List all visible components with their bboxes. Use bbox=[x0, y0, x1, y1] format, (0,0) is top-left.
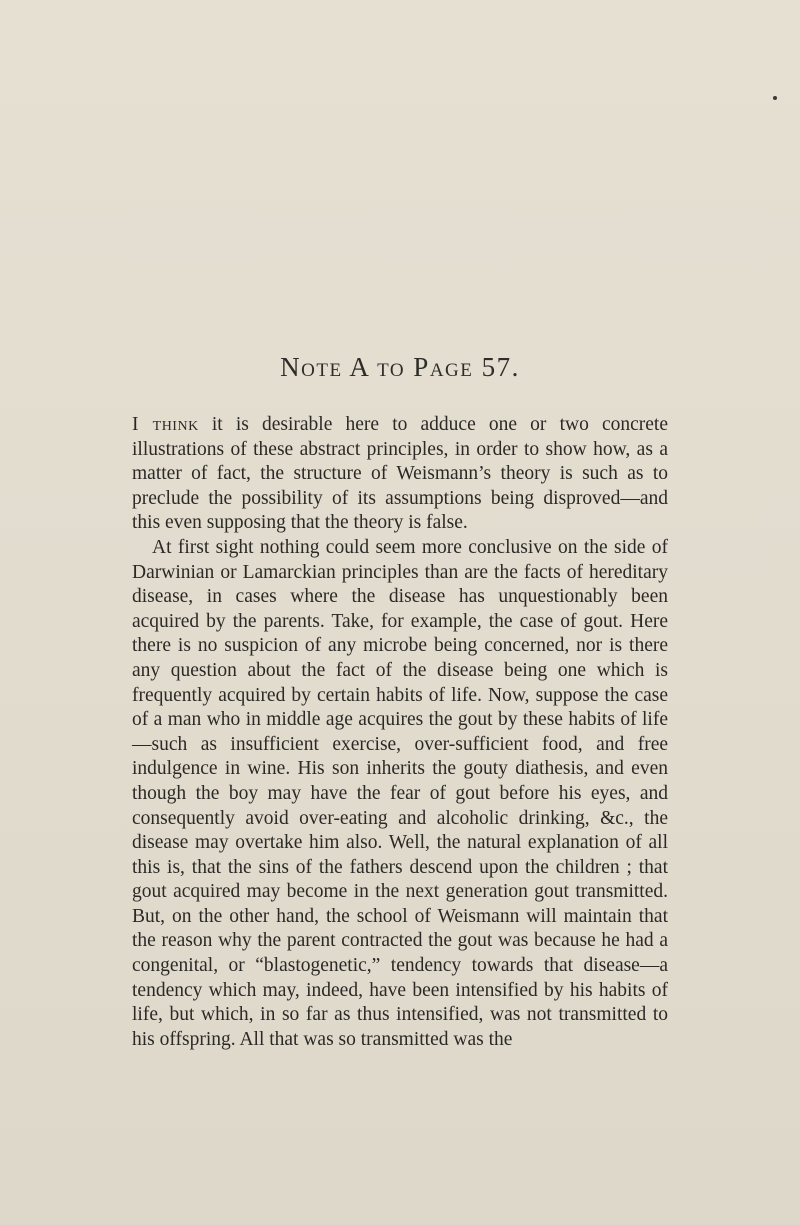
ink-speck bbox=[773, 96, 777, 100]
page-heading: Note A to Page 57. bbox=[280, 352, 520, 382]
lead-in-words: I think bbox=[132, 414, 199, 435]
paragraph-1-text: it is desirable here to adduce one or two concrete illustrations of these abstract principles, in order to show how, as a matter of fact, the structure of Weismann’s theory is such as to preclude the possibility of its assumptions being disproved—and this even supposing that the theory is false. bbox=[132, 414, 668, 534]
body-text bbox=[132, 413, 668, 1052]
paragraph-1 bbox=[132, 413, 668, 536]
paragraph-2: At first sight nothing could seem more conclusive on the side of Darwinian or Lamarckian principles than are the facts of hereditary disease, in cases where the disease has unquestionably been acquired by the parents. Take, for example, the case of gout. Here there is no suspicion of any microbe being concerned, nor is there any question about the fact of the disease being one which is frequently acquired by certain habits of life. Now, suppose the case of a man who in middle age acquires the gout by these habits of life—such as insufficient exercise, over-sufficient food, and free indulgence in wine. His son inherits the gouty diathesis, and even though the boy may have the fear of gout before his eyes, and consequently avoid over-eating and alcoholic drinking, &c., the disease may overtake him also. Well, the natural explanation of all this is, that the sins of the fathers descend upon the children ; that gout acquired may become in the next generation gout transmitted. But, on the other hand, the school of Weismann will maintain that the reason why the parent contracted the gout was because he had a congenital, or “blastogenetic,” tendency towards that disease—a tendency which may, indeed, have been intensified by his habits of life, but which, in so far as thus intensified, was not transmitted to his offspring. All that was so transmitted was the bbox=[132, 536, 668, 1050]
